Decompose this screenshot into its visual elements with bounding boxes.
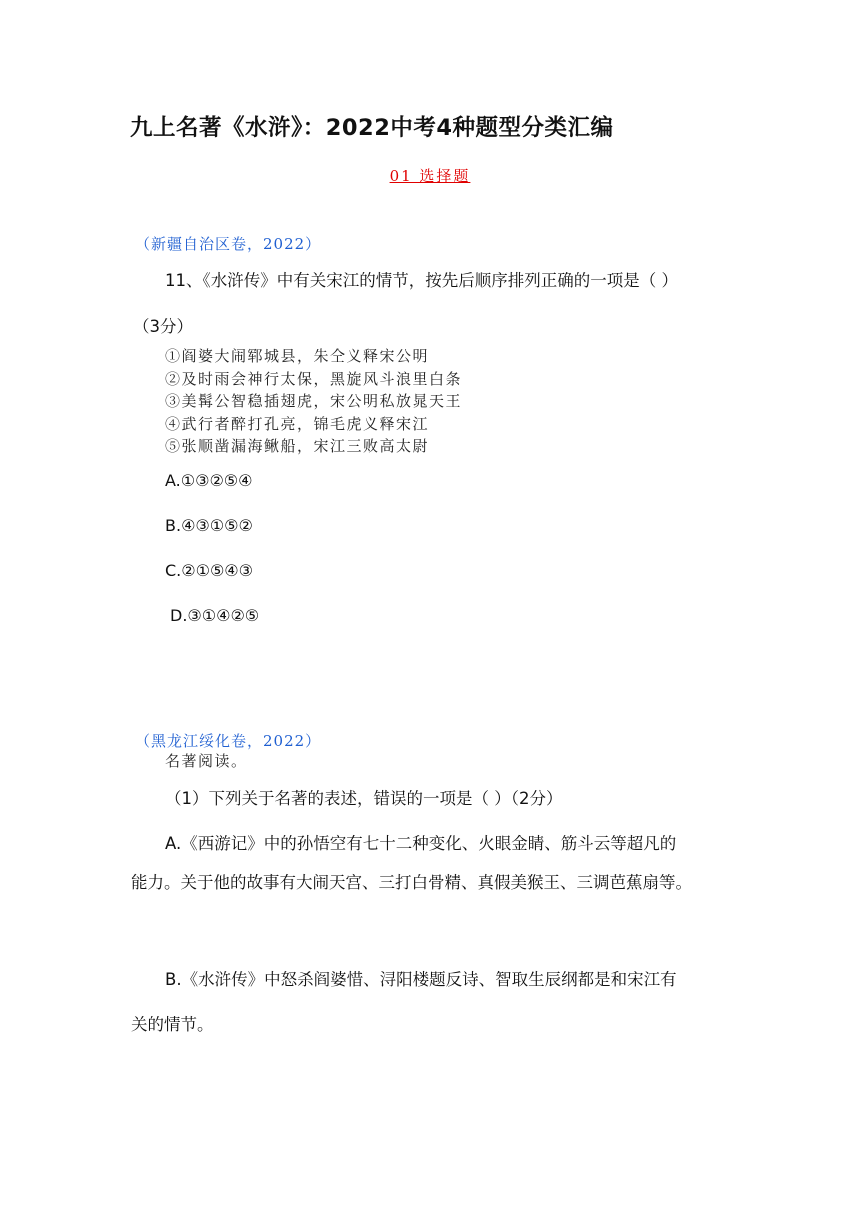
q1-stem: 11、《水浒传》中有关宋江的情节，按先后顺序排列正确的一项是（ ） xyxy=(165,271,678,290)
page-title: 九上名著《水浒》：2022中考4种题型分类汇编 xyxy=(130,115,614,141)
event-item: ②及时雨会神行太保，黑旋风斗浪里白条 xyxy=(165,369,463,388)
q2-option-a-line1: A.《西游记》中的孙悟空有七十二种变化、火眼金睛、筋斗云等超凡的 xyxy=(165,834,677,853)
q1-option-c: C.②①⑤④③ xyxy=(165,561,253,580)
q2-option-b-rest: 关的情节。 xyxy=(131,1015,214,1034)
q2-intro: 名著阅读。 xyxy=(165,752,248,770)
q2-source: （黑龙江绥化卷，2022） xyxy=(135,732,322,750)
q1-option-d: D.③①④②⑤ xyxy=(170,606,260,625)
event-item: ③美髯公智稳插翅虎，宋公明私放晁天王 xyxy=(165,392,463,410)
q1-source: （新疆自治区卷，2022） xyxy=(135,235,322,253)
event-item: ⑤张顺凿漏海鳅船，宋江三败高太尉 xyxy=(165,437,430,455)
section-heading: 01 选择题 xyxy=(389,167,471,185)
q2-stem: （1）下列关于名著的表述，错误的一项是（ ）（2分） xyxy=(165,789,563,808)
q2-option-b-line1: B.《水浒传》中怒杀阎婆惜、浔阳楼题反诗、智取生辰纲都是和宋江有 xyxy=(165,970,677,989)
q1-option-a: A.①③②⑤④ xyxy=(165,471,253,490)
q1-option-b: B.④③①⑤② xyxy=(165,516,253,535)
q2-option-a-rest: 能力。关于他的故事有大闹天宫、三打白骨精、真假美猴王、三调芭蕉扇等。 xyxy=(131,873,692,892)
q1-points: （3分） xyxy=(133,317,193,336)
q1-event-list xyxy=(165,345,462,458)
event-item: ①阎婆大闹郓城县，朱仝义释宋公明 xyxy=(165,347,430,365)
event-item: ④武行者醉打孔亮，锦毛虎义释宋江 xyxy=(165,414,430,433)
